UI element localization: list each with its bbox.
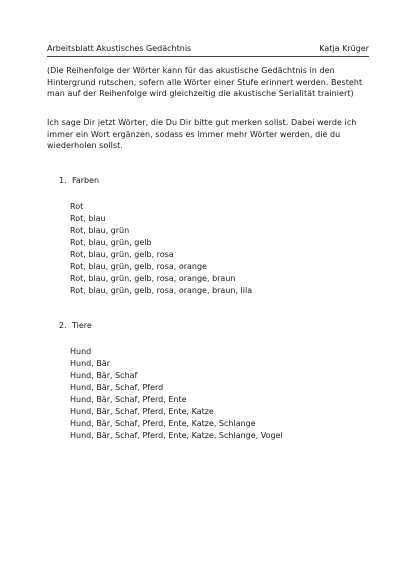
intro-note: (Die Reihenfolge der Wörter kann für das akustische Gedächtnis in den Hintergrund rutschen, sofern alle Wörter einer Stufe erinnert werden. Besteht man auf der Reihenfolge wird gleichzeitig die akustische Serialität trainiert) — [47, 66, 363, 98]
word-sequence: Hund, Bär, Schaf, Pferd, Ente, Katze, Schlange, Vogel — [70, 431, 283, 440]
word-sequence: Hund, Bär, Schaf, Pferd, Ente — [70, 395, 187, 404]
word-sequence: Rot, blau, grün — [70, 226, 130, 235]
word-sequence: Hund, Bär, Schaf, Pferd, Ente, Katze, Schlange — [70, 419, 256, 428]
worksheet-title: Arbeitsblatt Akustisches Gedächtnis — [47, 44, 192, 53]
section-colors — [59, 175, 252, 297]
worksheet-header — [47, 43, 369, 57]
section-number: 1. — [59, 176, 67, 185]
intro-instruction: Ich sage Dir jetzt Wörter, die Du Dir bitte gut merken sollst. Dabei werde ich immer ein Wort ergänzen, sodass es immer mehr Wörter werden, die du wiederholen sollst. — [47, 118, 357, 150]
word-sequence: Hund, Bär, Schaf, Pferd — [70, 383, 164, 392]
word-sequence: Hund — [70, 347, 92, 356]
author-name: Katja Krüger — [319, 44, 369, 53]
section-title: Farben — [72, 176, 100, 185]
word-sequence: Rot, blau, grün, gelb, rosa, orange, braun — [70, 274, 236, 283]
word-sequence: Hund, Bär, Schaf, Pferd, Ente, Katze — [70, 407, 214, 416]
section-heading — [59, 320, 283, 332]
word-list — [59, 201, 252, 297]
word-sequence: Rot, blau, grün, gelb, rosa — [70, 250, 174, 259]
section-heading — [59, 175, 252, 187]
word-sequence: Rot, blau, grün, gelb, rosa, orange — [70, 262, 207, 271]
word-sequence: Hund, Bär — [70, 359, 110, 368]
word-sequence: Hund, Bär, Schaf — [70, 371, 138, 380]
section-number: 2. — [59, 321, 67, 330]
word-sequence: Rot — [70, 202, 84, 211]
word-sequence: Rot, blau — [70, 214, 106, 223]
word-list — [59, 346, 283, 442]
word-sequence: Rot, blau, grün, gelb, rosa, orange, braun, lila — [70, 286, 253, 295]
section-animals — [59, 320, 283, 442]
word-sequence: Rot, blau, grün, gelb — [70, 238, 152, 247]
section-title: Tiere — [72, 321, 92, 330]
